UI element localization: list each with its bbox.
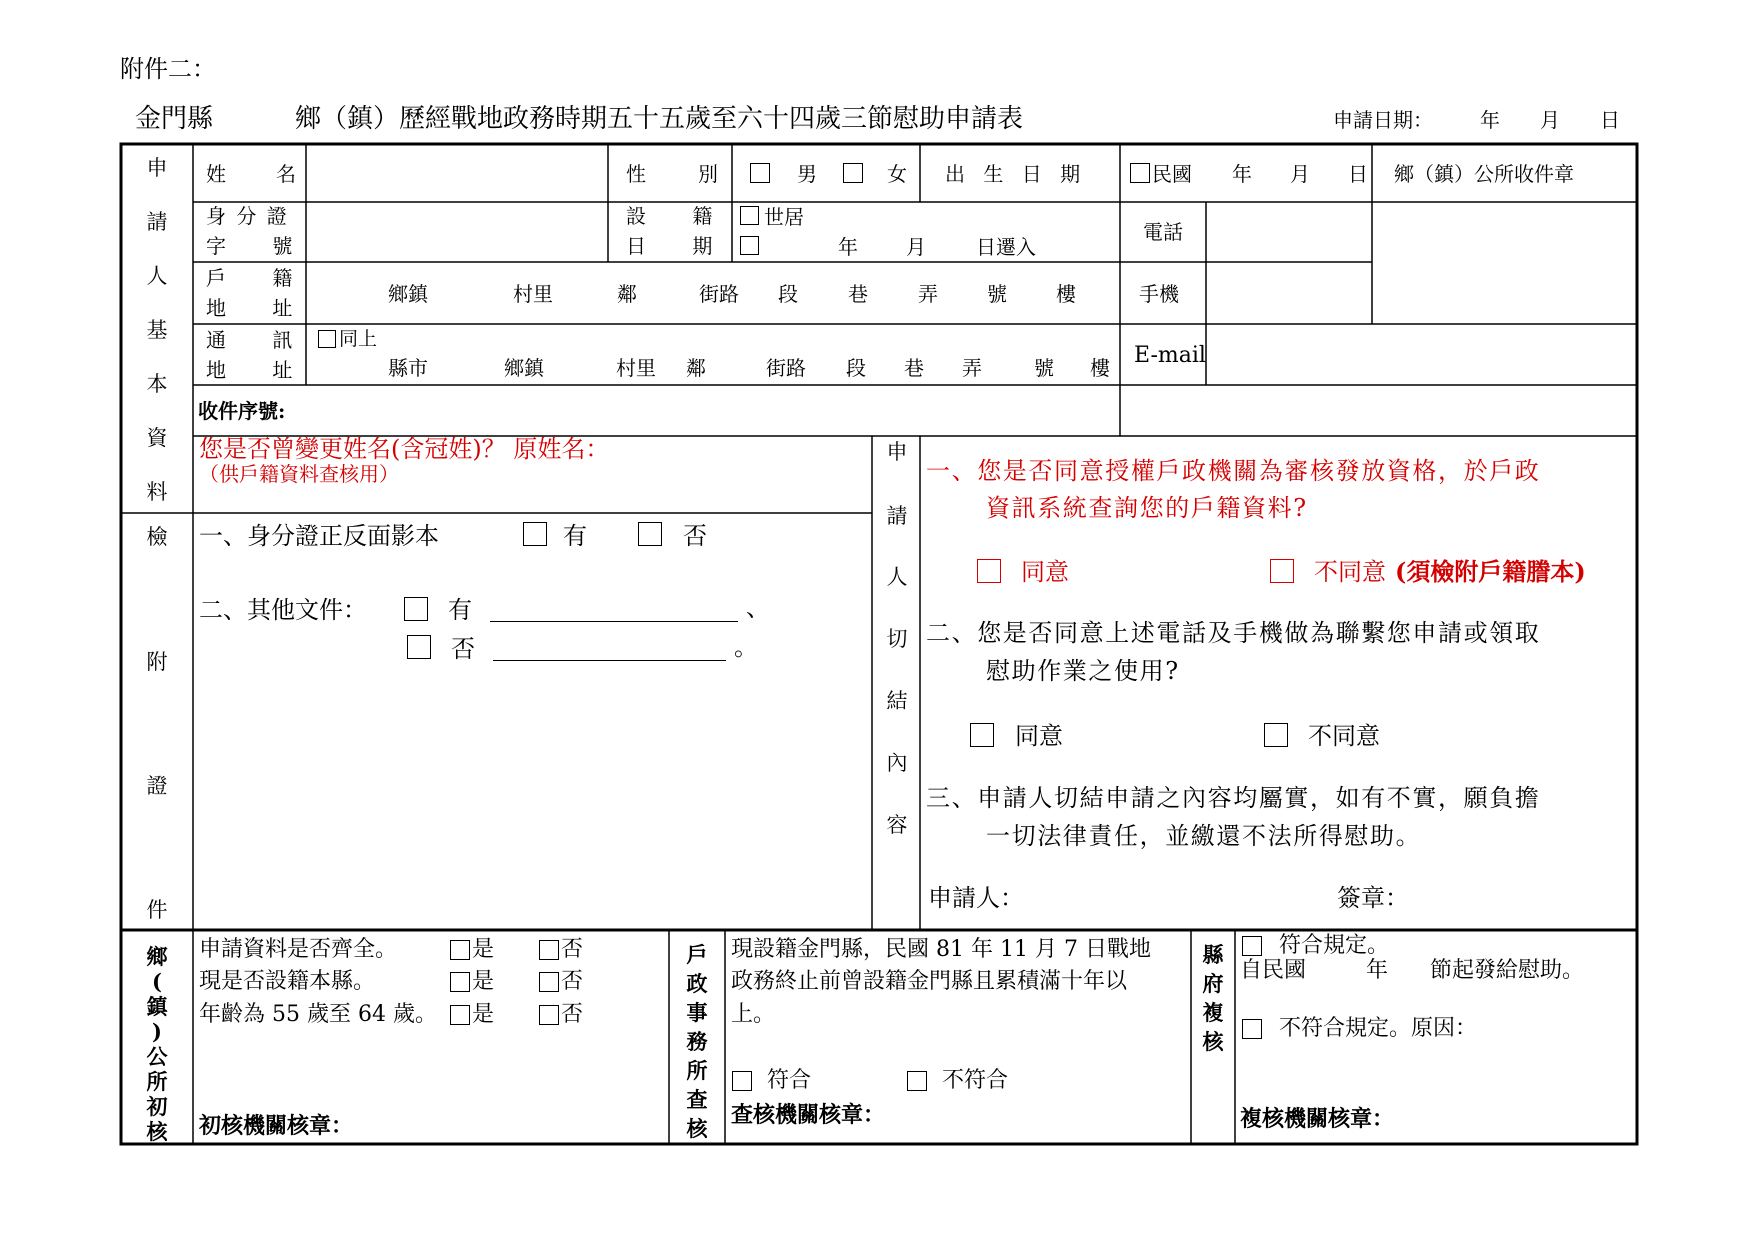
birth-roc-checkbox[interactable]	[1130, 163, 1150, 183]
other-docs-comma: 、	[746, 594, 770, 622]
other-docs-period: 。	[734, 633, 758, 661]
other-docs-yes-checkbox[interactable]	[404, 597, 428, 621]
section-attach-char-3: 件	[146, 898, 168, 922]
decl-q1-line1: 一、您是否同意授權戶政機關為審核發放資格，於戶政	[926, 457, 1541, 485]
township-review-char-5: 所	[146, 1069, 168, 1094]
township-review-char-4: 公	[146, 1044, 168, 1069]
birth-month-label: 月	[1290, 162, 1310, 186]
registered-yes-checkbox[interactable]	[450, 972, 470, 992]
complete-yes-label: 是	[472, 937, 495, 962]
township-review-char-2: 鎮	[146, 994, 168, 1019]
conform-checkbox[interactable]	[732, 1071, 752, 1091]
q-complete: 申請資料是否齊全。	[199, 937, 398, 962]
section-decl-char-2: 人	[886, 565, 908, 589]
gender-label-2: 別	[698, 162, 718, 186]
meets-label: 符合規定。	[1279, 933, 1390, 958]
section-applicant-char-4: 本	[146, 372, 168, 396]
section-applicant-char-3: 基	[146, 318, 168, 342]
moved-in-month: 月	[906, 235, 926, 259]
mail-label-2: 地 址	[206, 358, 293, 382]
q2-agree-checkbox[interactable]	[970, 723, 994, 747]
birth-day-label: 日	[1348, 162, 1368, 186]
check-seal: 查核機關核章：	[731, 1102, 886, 1128]
household-check-char-3: 務	[686, 1029, 708, 1054]
hh-addr-section: 段	[778, 282, 798, 306]
hh-addr-lane: 巷	[848, 282, 868, 306]
birth-roc-label: 民國	[1152, 162, 1192, 186]
final-review-seal: 複核機關核章：	[1240, 1106, 1395, 1132]
hh-label-2: 地 址	[206, 296, 293, 320]
decl-q3-line1: 三、申請人切結申請之內容均屬實，如有不實，願負擔	[926, 784, 1541, 812]
section-applicant-char-1: 請	[146, 210, 168, 234]
name-change-note: （供戶籍資料查核用）	[199, 462, 399, 486]
county-review-label	[1198, 940, 1228, 1056]
receipt-stamp-label: 鄉（鎮）公所收件章	[1394, 162, 1574, 186]
county-label: 金門縣	[135, 104, 214, 134]
section-applicant-char-2: 人	[146, 264, 168, 288]
section-attach-char-2: 證	[146, 774, 168, 798]
not-meets-checkbox[interactable]	[1242, 1019, 1262, 1039]
township-review-char-0: 鄉	[146, 944, 168, 969]
q2-disagree-label: 不同意	[1308, 722, 1380, 750]
native-checkbox[interactable]	[740, 206, 759, 225]
phone-field[interactable]	[1210, 206, 1368, 258]
apply-year: 年	[1480, 108, 1500, 132]
section-decl-char-3: 切	[886, 627, 908, 651]
same-as-above-checkbox[interactable]	[318, 330, 336, 348]
other-docs-no-label: 否	[451, 635, 475, 663]
section-attach-char-0: 檢	[146, 525, 168, 549]
registered-no-label: 否	[561, 969, 584, 994]
male-checkbox[interactable]	[750, 163, 770, 183]
apply-day: 日	[1600, 108, 1620, 132]
reg-label-1: 設 籍	[626, 204, 713, 228]
q-registered: 現是否設籍本縣。	[199, 969, 376, 994]
email-field[interactable]	[1210, 328, 1634, 382]
hh-check-text-3: 上。	[731, 1002, 776, 1027]
mobile-field[interactable]	[1210, 266, 1368, 320]
apply-date-label: 申請日期：	[1333, 108, 1433, 132]
gender-label-1: 性	[626, 162, 646, 186]
id-copy-no-label: 否	[683, 522, 707, 550]
q1-agree-checkbox[interactable]	[977, 559, 1001, 583]
female-checkbox[interactable]	[843, 163, 863, 183]
mail-addr-township: 鄉鎮	[504, 356, 544, 380]
household-check-char-5: 查	[686, 1087, 708, 1112]
mail-label-1: 通 訊	[206, 328, 293, 352]
household-check-char-1: 政	[686, 971, 708, 996]
name-label-2: 名	[276, 162, 296, 186]
mail-addr-section: 段	[846, 356, 866, 380]
birth-date-label: 出 生 日 期	[945, 162, 1081, 186]
section-decl-char-1: 請	[886, 504, 908, 528]
mail-addr-alley: 弄	[962, 356, 982, 380]
hh-check-text-2: 政務終止前曾設籍金門縣且累積滿十年以	[731, 969, 1128, 994]
decl-q2-line2: 慰助作業之使用?	[986, 657, 1180, 685]
serial-number-field[interactable]	[310, 389, 1116, 433]
household-check-char-6: 核	[686, 1116, 708, 1141]
name-label-1: 姓	[206, 162, 226, 186]
section-decl-char-4: 結	[886, 689, 908, 713]
form-title: 鄉（鎮）歷經戰地政務時期五十五歲至六十四歲三節慰助申請表	[295, 104, 1024, 134]
county-review-char-0: 縣	[1202, 942, 1224, 967]
phone-label: 電話	[1143, 220, 1183, 244]
male-label: 男	[797, 162, 817, 186]
township-review-char-7: 核	[146, 1119, 168, 1144]
moved-in-year: 年	[838, 235, 858, 259]
hh-addr-street: 街路	[699, 282, 739, 306]
q2-agree-label: 同意	[1015, 722, 1063, 750]
section-decl-char-5: 內	[886, 751, 908, 775]
signature-label: 簽章：	[1337, 884, 1409, 912]
id-label-1: 身 分 證	[206, 204, 287, 228]
name-change-question: 您是否曾變更姓名(含冠姓)？ 原姓名：	[199, 435, 610, 463]
section-applicant-char-6: 料	[146, 480, 168, 504]
mail-addr-county: 縣市	[388, 356, 428, 380]
serial-number-label: 收件序號:	[198, 399, 286, 423]
registered-yes-label: 是	[472, 969, 495, 994]
mail-addr-floor: 樓	[1090, 356, 1110, 380]
hh-check-text-1: 現設籍金門縣，民國 81 年 11 月 7 日戰地	[731, 937, 1151, 962]
meets-checkbox[interactable]	[1242, 936, 1262, 956]
mail-addr-lane: 巷	[904, 356, 924, 380]
mobile-label: 手機	[1139, 282, 1179, 306]
same-as-above-label: 同上	[339, 328, 378, 350]
complete-no-label: 否	[561, 937, 584, 962]
township-review-label	[142, 944, 172, 1144]
township-review-char-3: )	[152, 1019, 162, 1044]
age-yes-label: 是	[472, 1002, 495, 1027]
name-field[interactable]	[310, 148, 604, 198]
email-label: E-mail	[1134, 343, 1206, 368]
not-meets-label: 不符合規定。原因：	[1279, 1016, 1478, 1041]
hh-addr-township: 鄉鎮	[388, 282, 428, 306]
moved-in-label: 日遷入	[976, 235, 1036, 259]
age-yes-checkbox[interactable]	[450, 1005, 470, 1025]
q2-disagree-checkbox[interactable]	[1264, 723, 1288, 747]
birth-year-label: 年	[1232, 162, 1252, 186]
decl-q3-line2: 一切法律責任，並繳還不法所得慰助。	[986, 822, 1422, 850]
mail-addr-neighborhood: 鄰	[686, 356, 706, 380]
attach-item-other-docs: 二、其他文件：	[199, 596, 367, 624]
county-review-char-2: 複	[1202, 1000, 1224, 1025]
township-review-char-1: (	[152, 969, 162, 994]
county-review-char-1: 府	[1202, 971, 1224, 996]
other-docs-yes-line[interactable]	[490, 621, 738, 622]
from-year-label: 年	[1366, 958, 1389, 983]
reg-label-2: 日 期	[626, 234, 713, 258]
native-label: 世居	[764, 205, 804, 229]
mail-addr-street: 街路	[766, 356, 806, 380]
hh-label-1: 戶 籍	[206, 266, 293, 290]
household-check-char-0: 戶	[686, 942, 708, 967]
id-copy-yes-label: 有	[563, 522, 587, 550]
age-no-checkbox[interactable]	[539, 1005, 559, 1025]
attach-item-id-copy: 一、身分證正反面影本	[199, 522, 439, 550]
decl-q2-line1: 二、您是否同意上述電話及手機做為聯繫您申請或領取	[926, 619, 1541, 647]
hh-addr-village: 村里	[513, 282, 553, 306]
applicant-sign-label: 申請人：	[928, 884, 1024, 912]
festival-start-label: 節起發給慰助。	[1430, 958, 1585, 983]
other-docs-no-line[interactable]	[493, 660, 726, 661]
q1-disagree-note: (須檢附戶籍謄本)	[1395, 557, 1586, 586]
from-roc-label: 自民國	[1240, 958, 1307, 983]
id-label-2: 字 號	[206, 234, 293, 258]
initial-review-seal: 初核機關核章：	[199, 1113, 354, 1139]
age-no-label: 否	[561, 1002, 584, 1027]
mail-addr-number: 號	[1034, 356, 1054, 380]
household-check-char-4: 所	[686, 1058, 708, 1083]
other-docs-yes-label: 有	[448, 596, 472, 624]
other-docs-no-checkbox[interactable]	[407, 635, 431, 659]
female-label: 女	[887, 162, 907, 186]
not-conform-label: 不符合	[942, 1068, 1009, 1093]
q1-disagree-checkbox[interactable]	[1270, 559, 1294, 583]
section-applicant-char-5: 資	[146, 426, 168, 450]
section-decl-char-0: 申	[886, 440, 908, 464]
apply-month: 月	[1540, 108, 1560, 132]
section-applicant-char-0: 申	[146, 156, 168, 180]
section-decl-char-6: 容	[886, 813, 908, 837]
id-copy-no-checkbox[interactable]	[638, 522, 662, 546]
id-copy-yes-checkbox[interactable]	[523, 522, 547, 546]
section-attach-char-1: 附	[146, 650, 168, 674]
hh-addr-number: 號	[987, 282, 1007, 306]
household-check-char-2: 事	[686, 1000, 708, 1025]
hh-addr-neighborhood: 鄰	[617, 282, 637, 306]
conform-label: 符合	[767, 1068, 812, 1093]
complete-no-checkbox[interactable]	[539, 940, 559, 960]
county-review-char-3: 核	[1202, 1029, 1224, 1054]
registered-no-checkbox[interactable]	[539, 972, 559, 992]
id-number-field[interactable]	[310, 206, 604, 258]
decl-q1-line2: 資訊系統查詢您的戶籍資料?	[986, 494, 1308, 522]
hh-addr-floor: 樓	[1056, 282, 1076, 306]
mail-addr-village: 村里	[616, 356, 656, 380]
township-review-char-6: 初	[146, 1094, 168, 1119]
attachment-label: 附件二：	[120, 55, 216, 83]
hh-addr-alley: 弄	[918, 282, 938, 306]
q1-agree-label: 同意	[1021, 558, 1069, 586]
household-check-label	[682, 940, 712, 1143]
complete-yes-checkbox[interactable]	[450, 940, 470, 960]
moved-in-checkbox[interactable]	[740, 236, 759, 255]
q-age: 年齡為 55 歲至 64 歲。	[199, 1002, 437, 1027]
not-conform-checkbox[interactable]	[907, 1071, 927, 1091]
q1-disagree-label: 不同意	[1314, 558, 1386, 586]
